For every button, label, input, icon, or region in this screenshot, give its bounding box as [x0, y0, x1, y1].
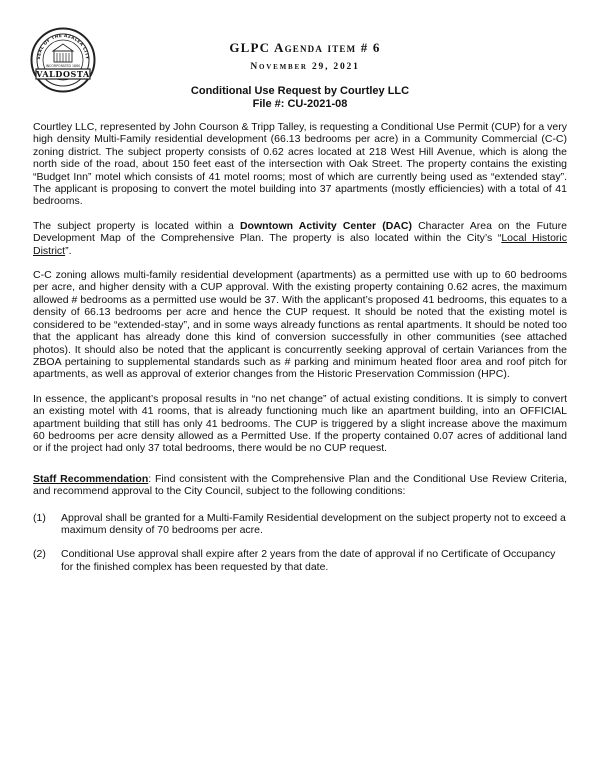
svg-text:VALDOSTA: VALDOSTA — [36, 69, 90, 79]
condition-item — [33, 512, 567, 537]
condition-number: (1) — [33, 511, 46, 524]
request-title — [0, 85, 600, 111]
condition-item — [33, 548, 567, 573]
staff-recommendation-label: Staff Recommendation — [33, 472, 149, 485]
location-text-middle: Character Area on the Future Development Map of the Comprehensive Plan. The property is also located within the City’s “ — [33, 219, 567, 245]
svg-text:INCORPORATED 1860: INCORPORATED 1860 — [45, 64, 81, 68]
agenda-item-title: GLPC Agenda item # 6 — [229, 40, 381, 55]
location-paragraph — [33, 220, 567, 257]
city-seal-logo — [30, 27, 96, 93]
essence-paragraph: In essence, the applicant’s proposal results in “no net change” of actual existing conditions. It is simply to convert an existing motel with 41 rooms, that is already functioning much like an apartment building, into an OFFICIAL apartment building that still has only 41 bedrooms. The CUP is triggered by a slight increase above the maximum 60 bedrooms per acre density allowed as a Permitted Use. If the property contained 0.07 acres of additional land or if the project had only 37 total bedrooms, there would be no CUP request. — [33, 392, 567, 455]
condition-number: (2) — [33, 548, 46, 561]
zoning-paragraph: C-C zoning allows multi-family residential development (apartments) as a permitted use with up to 60 bedrooms per acre, and higher density with a CUP approval. With the existing property containing 0.62 acres, the maximum allowed # bedrooms as a permitted use would be 37. With the applicant’s proposed 41 bedrooms, this equates to a density of 66.13 bedrooms per acre and hence the CUP request. It should be noted that the existing motel is considered to be “extended-stay”, and in some ways already functions as rental apartments. It should be noted too that the applicant has already done this kind of conversion successfully in other communities (see attached photos). It should also be noted that the applicant is concurrently seeking approval of certain Variances from the ZBOA pertaining to supplemental standards such as # parking and minimum heated floor area and roof pitch for apartments, as well as approval of exterior changes from the Historic Preservation Commission (HPC). — [33, 269, 567, 381]
meeting-date: November 29, 2021 — [250, 62, 360, 72]
historic-district-link: Local Historic District — [33, 232, 567, 257]
character-area-name: Downtown Activity Center (DAC) — [239, 219, 412, 232]
location-text-start: The subject property is located within a — [33, 219, 240, 232]
intro-paragraph: Courtley LLC, represented by John Courson & Tripp Talley, is requesting a Conditional Use Permit (CUP) for a very high density Multi-Family residential development (66.13 bedrooms per acre) in a Community Commercial (C-C) zoning district. The subject property consists of 0.62 acres located at 218 West Hill Avenue, which is along the north side of the road, about 150 feet east of the intersection with Oak Street. The property contains the existing “Budget Inn” motel which consists of 41 motel rooms; most of which are currently being used as “extended stay”. The applicant is proposing to convert the motel building into 37 apartments (mostly efficiencies) with a total of 41 bedrooms. — [33, 121, 567, 208]
condition-text: Approval shall be granted for a Multi-Family Residential development on the subject property not to exceed a maximum density of 70 bedrooms per acre. — [61, 511, 566, 536]
location-text-end: ”. — [65, 244, 72, 257]
staff-recommendation — [33, 473, 567, 498]
condition-text: Conditional Use approval shall expire after 2 years from the date of approval if no Certificate of Occupancy for the finished complex has been requested by that date. — [61, 548, 556, 573]
staff-recommendation-text: : Find consistent with the Comprehensive Plan and the Conditional Use Review Criteria, and recommend approval to the City Council, subject to the following conditions: — [33, 472, 567, 498]
agenda-header — [160, 40, 450, 72]
file-number: File #: CU-2021-08 — [252, 98, 348, 110]
svg-text:SEAL OF THE AZALEA CITY: SEAL OF THE AZALEA CITY — [36, 33, 90, 60]
document-body — [33, 121, 567, 585]
request-title-line: Conditional Use Request by Courtley LLC — [190, 85, 410, 97]
